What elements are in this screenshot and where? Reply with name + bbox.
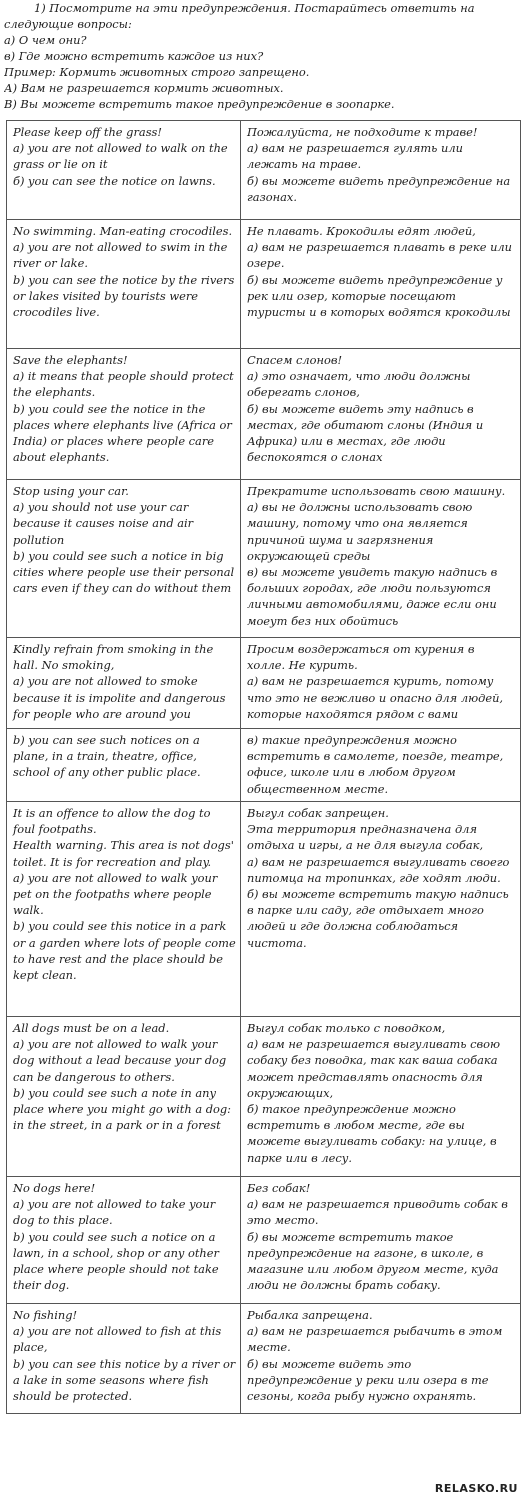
notice-text: Не плавать. Крокодилы едят людей, [247, 224, 476, 238]
answer-a: a) you are not allowed to walk your pet on the footpaths where people walk. [13, 870, 218, 918]
notice-text: No dogs here! [13, 1181, 96, 1195]
answer-b: b) you could see such a notice in big cities where people use their personal cars even if they can do without them [13, 548, 235, 596]
answer-a: а) это означает, что люди должны оберегать слонов, [247, 369, 471, 400]
answer-b: в) такие предупреждения можно встретить в самолете, поезде, театре, офисе, школе или в любом другом общественном месте. [247, 733, 504, 796]
exercise-intro [4, 0, 519, 119]
notice-text: Прекратите использовать свою машину. [247, 484, 506, 498]
table-row [7, 1017, 521, 1177]
russian-cell [241, 121, 521, 220]
english-cell [7, 802, 241, 1017]
table-row [7, 121, 521, 220]
answer-b: b) you could see such a note in any place where you might go with a dog: in the street, in a park or in a forest [13, 1085, 232, 1133]
russian-cell [241, 1304, 521, 1414]
notice-text: Выгул собак запрещен. [247, 806, 389, 820]
notice-text: Kindly refrain from smoking in the hall. No smoking, [13, 642, 214, 673]
table-row [7, 802, 521, 1017]
answer-b: b) you could see the notice in the places where elephants live (Africa or India) or places where people care about elephants. [13, 401, 232, 465]
answer-b: b) you could see such a notice on a lawn, in a school, shop or any other place where people should not take their dog. [13, 1229, 219, 1293]
answer-a: а) вам не разрешается выгуливать свою собаку без поводка, так как ваша собака может представлять опасность для окружающих, [247, 1037, 500, 1100]
answer-b: в) вы можете увидеть такую надпись в больших городах, где люди пользуются личными автомобилями, даже если они моеут без них обойтись [247, 565, 498, 628]
answer-b: б) вы можете видеть предупреждение у рек или озер, которые посещают туристы и в которых водятся крокодилы [247, 272, 511, 320]
answer-b: б) вы можете видеть эту надпись в местах, где обитают слоны (Индия и Африка) или в местах, где люди беспокоятся о слонах [247, 401, 484, 465]
intro-line: 1) Посмотрите на эти предупреждения. Постарайтесь ответить на [34, 1, 475, 15]
table-row [7, 349, 521, 480]
notice-text: Спасем слонов! [247, 353, 343, 367]
notice-text: Выгул собак только с поводком, [247, 1021, 446, 1035]
english-cell [7, 729, 241, 802]
answer-b: б) вы можете встретить такую надпись в парке или саду, где отдыхает много людей и где должна соблюдаться чистота. [247, 887, 509, 950]
notice-text: Save the elephants! [13, 353, 128, 367]
english-cell [7, 1304, 241, 1414]
notices-table [6, 120, 521, 1414]
answer-b: b) you can see this notice by a river or a lake in some seasons where fish should be protected. [13, 1356, 236, 1404]
notice-text: Без собак! [247, 1181, 311, 1195]
english-cell [7, 349, 241, 480]
answer-a: а) вам не разрешается курить, потому что это не вежливо и опасно для людей, которые находятся рядом с вами [247, 674, 504, 721]
answer-b: b) you can see the notice by the rivers or lakes visited by tourists were crocodiles live. [13, 272, 235, 320]
site-watermark: RELASKO.RU [434, 1482, 518, 1495]
notice-text: It is an offence to allow the dog to foul footpaths. [13, 806, 211, 837]
notice-text: No fishing! [13, 1308, 78, 1322]
answer-a: а) вам не разрешается гулять или лежать на траве. [247, 141, 463, 172]
russian-cell [241, 1177, 521, 1304]
intro-line: следующие вопросы: [4, 17, 132, 31]
notice-text: Пожалуйста, не подходите к траве! [247, 125, 478, 139]
answer-a: a) you are not allowed to walk on the grass or lie on it [13, 141, 228, 172]
table-row [7, 220, 521, 349]
answer-b: б) you can see the notice on lawns. [13, 173, 216, 188]
answer-a: а) вам не разрешается плавать в реке или озере. [247, 240, 512, 271]
intro-line: а) О чем они? [4, 33, 87, 47]
answer-a: а) вы не должны использовать свою машину, потому что она является причиной шума и загрязнения окружающей среды [247, 500, 473, 563]
answer-b: b) you could see this notice in a park or a garden where lots of people come to have rest and the place should be kept clean. [13, 919, 236, 983]
notice-text: Please keep off the grass! [13, 125, 162, 139]
notice-text: Stop using your car. [13, 484, 129, 498]
answer-a: a) you should not use your car because it causes noise and air pollution [13, 500, 194, 547]
russian-cell [241, 638, 521, 729]
answer-a: а) вам не разрешается приводить собак в это место. [247, 1197, 508, 1228]
english-cell [7, 121, 241, 220]
russian-cell [241, 220, 521, 349]
table-row [7, 638, 521, 729]
notice-text: Эта территория предназначена для отдыха и игры, а не для выгула собак, [247, 822, 484, 853]
notice-text: Рыбалка запрещена. [247, 1308, 373, 1322]
notice-text: No swimming. Man-eating crocodiles. [13, 224, 233, 238]
answer-a: a) you are not allowed to walk your dog without a lead because your dog can be dangerous to others. [13, 1037, 227, 1084]
notice-text: Health warning. This area is not dogs' toilet. It is for recreation and play. [13, 838, 234, 869]
answer-a: a) you are not allowed to fish at this place, [13, 1324, 222, 1355]
answer-a: a) you are not allowed to take your dog to this place. [13, 1197, 216, 1228]
table-row [7, 1177, 521, 1304]
answer-a: a) you are not allowed to swim in the river or lake. [13, 240, 228, 271]
intro-line: А) Вам не разрешается кормить животных. [4, 81, 284, 95]
russian-cell [241, 802, 521, 1017]
english-cell [7, 480, 241, 638]
answer-b: b) you can see such notices on a plane, in a train, theatre, office, school of any other public place. [13, 733, 201, 780]
answer-a: а) вам не разрешается выгуливать своего питомца на тропинках, где ходят люди. [247, 854, 510, 885]
answer-a: a) you are not allowed to smoke because it is impolite and dangerous for people who are around you [13, 674, 226, 721]
notice-text: Просим воздержаться от курения в холле. Не курить. [247, 642, 475, 673]
intro-line: В) Вы можете встретить такое предупреждение в зоопарке. [4, 97, 395, 111]
english-cell [7, 220, 241, 349]
intro-line: Пример: Кормить животных строго запрещено. [4, 65, 310, 79]
answer-b: б) вы можете встретить такое предупреждение на газоне, в школе, в магазине или любом другом месте, куда люди не должны брать собаку. [247, 1229, 499, 1293]
english-cell [7, 1177, 241, 1304]
intro-line: в) Где можно встретить каждое из них? [4, 49, 264, 63]
russian-cell [241, 480, 521, 638]
russian-cell [241, 729, 521, 802]
answer-b: б) вы можете видеть это предупреждение у реки или озера в те сезоны, когда рыбу нужно охранять. [247, 1356, 489, 1404]
answer-a: а) вам не разрешается рыбачить в этом месте. [247, 1324, 503, 1355]
russian-cell [241, 349, 521, 480]
english-cell [7, 1017, 241, 1177]
table-row [7, 729, 521, 802]
answer-a: a) it means that people should protect the elephants. [13, 369, 234, 400]
table-row [7, 1304, 521, 1414]
answer-b: б) вы можете видеть предупреждение на газонах. [247, 173, 511, 204]
english-cell [7, 638, 241, 729]
table-row [7, 480, 521, 638]
russian-cell [241, 1017, 521, 1177]
notice-text: All dogs must be on a lead. [13, 1021, 170, 1035]
answer-b: б) такое предупреждение можно встретить в любом месте, где вы можете выгуливать собаку: на улице, в парке или в лесу. [247, 1102, 497, 1165]
